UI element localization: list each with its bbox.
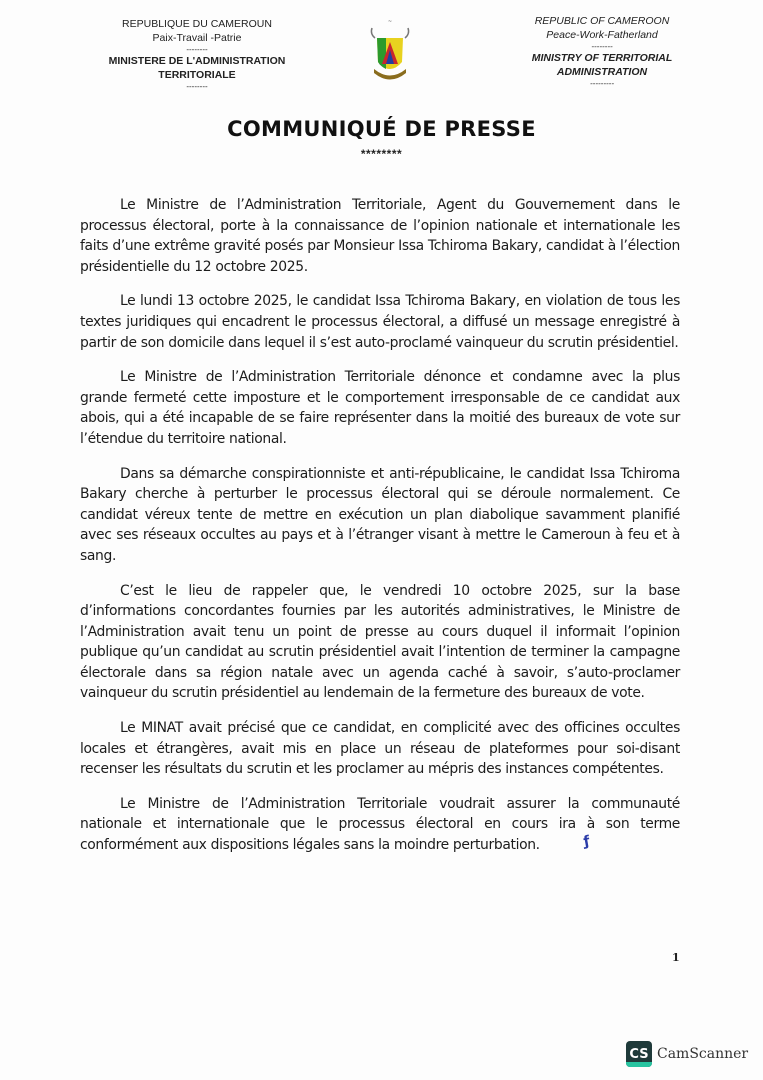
paragraph-final (80, 794, 680, 856)
separator: --------- (590, 79, 614, 88)
motto-fr: Paix-Travail -Patrie (152, 32, 242, 44)
camscanner-logo-text: CS (629, 1046, 649, 1062)
ministry-name-en-line1: MINISTRY OF TERRITORIAL (531, 52, 673, 64)
separator: -------- (186, 45, 208, 54)
handwritten-initial: ƒ (582, 833, 591, 850)
svg-text:~: ~ (387, 19, 393, 25)
document-body (80, 195, 680, 870)
header-right-english (512, 14, 692, 88)
ministry-name-en-line2: ADMINISTRATION (556, 66, 648, 78)
ministry-name-fr-line2: TERRITORIALE (158, 69, 236, 81)
camscanner-watermark (626, 1041, 748, 1067)
country-name-en: REPUBLIC OF CAMEROON (534, 15, 670, 27)
cameroon-coat-of-arms-icon (368, 14, 412, 88)
title-stars: ******** (360, 147, 403, 161)
paragraph: Le Ministre de l’Administration Territoriale, Agent du Gouvernement dans le processus électoral, porte à la connaissance de l’opinion nationale et internationale les faits d’une extrême gravité posés par Monsieur Issa Tchiroma Bakary, candidat à l’élection présidentielle du 12 octobre 2025. (80, 197, 680, 275)
country-name-fr: REPUBLIQUE DU CAMEROUN (122, 18, 272, 30)
paragraph: Le MINAT avait précisé que ce candidat, en complicité avec des officines occultes locales et étrangères, avait mis en place un réseau de plateformes pour soi-disant recenser les résultats du scrutin et les proclamer au mépris des instances compétentes. (80, 720, 680, 778)
document-title: COMMUNIQUÉ DE PRESSE (227, 117, 536, 141)
camscanner-name: CamScanner (657, 1046, 749, 1062)
page-number: 1 (672, 951, 680, 964)
paragraph: Le Ministre de l’Administration Territoriale dénonce et condamne avec la plus grande fermeté cette imposture et le comportement irresponsable de ce candidat aux abois, qui a été incapable de se faire représenter dans la moitié des bureaux de vote sur l’étendue du territoire national. (80, 369, 680, 447)
separator: -------- (591, 42, 613, 51)
paragraph: C’est le lieu de rappeler que, le vendredi 10 octobre 2025, sur la base d’informations concordantes fournies par les autorités administratives, le Ministre de l’Administration avait tenu un point de presse au cours duquel il informait l’opinion publique qu’un candidat au scrutin présidentiel avait l’intention de terminer la campagne électorale dans sa région natale avec un agenda caché à savoir, s’auto-proclamer vainqueur du scrutin présidentiel au lendemain de la fermeture des bureaux de vote. (80, 582, 680, 702)
camscanner-logo-icon (626, 1041, 652, 1067)
paragraph-text: Le Ministre de l’Administration Territoriale voudrait assurer la communauté nationale et internationale que le processus électoral en cours ira à son terme conformément aux dispositions légales sans la moindre perturbation. (80, 795, 680, 854)
paragraph: Dans sa démarche conspirationniste et anti-républicaine, le candidat Issa Tchiroma Bakary cherche à perturber le processus électoral qui se déroule normalement. Ce candidat véreux tente de mettre en exécution un plan diabolique savamment planifié avec ses réseaux occultes au pays et à l’étranger visant à mettre le Cameroun à feu et à sang. (80, 465, 680, 564)
motto-en: Peace-Work-Fatherland (546, 29, 658, 41)
paragraph: Le lundi 13 octobre 2025, le candidat Issa Tchiroma Bakary, en violation de tous les textes juridiques qui encadrent le processus électoral, a diffusé un message enregistré à partir de son domicile dans lequel il s’est auto-proclamé vainqueur du scrutin présidentiel. (80, 293, 680, 351)
separator: -------- (186, 82, 208, 91)
header-left-french (92, 17, 302, 91)
ministry-name-fr-line1: MINISTERE DE L'ADMINISTRATION (108, 55, 286, 67)
